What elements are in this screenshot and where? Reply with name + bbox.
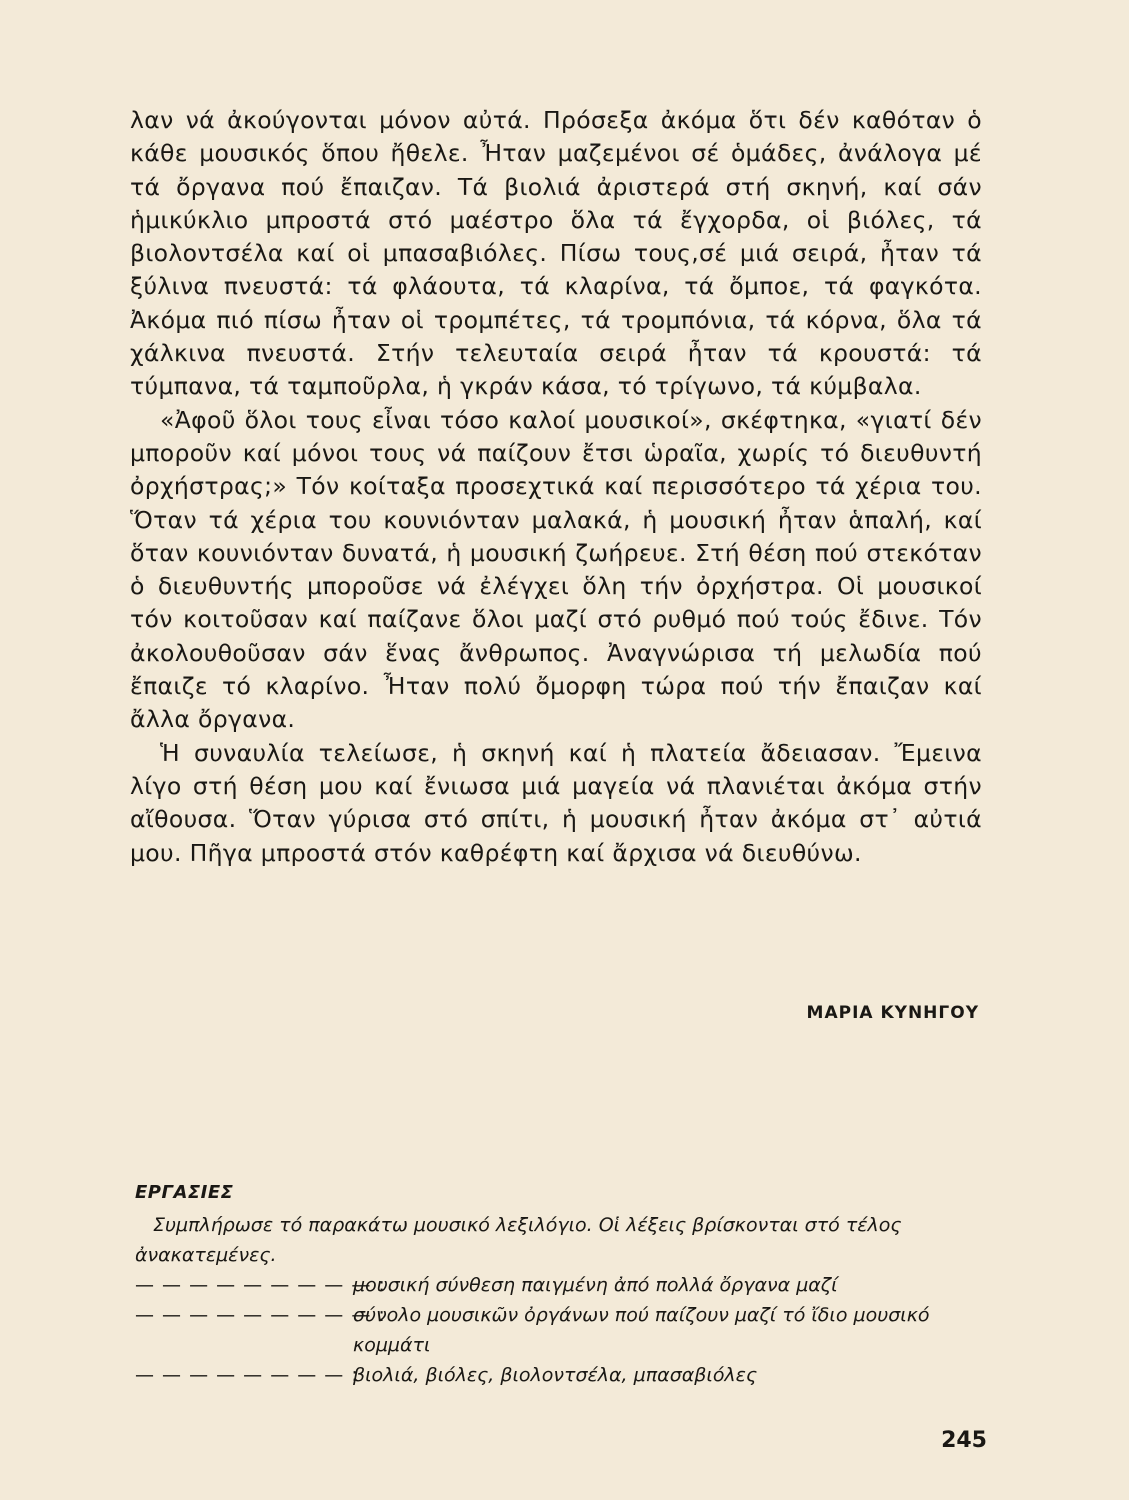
exercise-item: [135, 1270, 995, 1300]
fill-in-blank: — — — — — — — — — :: [135, 1274, 386, 1296]
exercise-definition: σύνολο μουσικῶν ὀργάνων πού παίζουν μαζί τό ἴδιο μουσικό κομμάτι: [353, 1304, 930, 1356]
exercises-title: ΕΡΓΑΣΙΕΣ: [135, 1182, 234, 1203]
author-name: ΜΑΡΙΑ ΚΥΝΗΓΟΥ: [806, 1003, 979, 1023]
paragraph-1: λαν νά ἀκούγονται μόνον αὐτά. Πρόσεξα ἀκόμα ὅτι δέν καθόταν ὁ κάθε μουσικός ὅπου ἤθελε. Ἦταν μαζεμένοι σέ ὁμάδες, ἀνάλογα μέ τά ὄργανα πού ἔπαιζαν. Τά βιολιά ἀριστερά στή σκηνή, καί σάν ἡμικύκλιο μπροστά στό μαέστρο ὅλα τά ἔγχορδα, οἱ βιόλες, τά βιολοντσέλα καί οἱ μπασαβιόλες. Πίσω τους,σέ μιά σειρά, ἦταν τά ξύλινα πνευστά: τά φλάουτα, τά κλαρίνα, τά ὄμποε, τά φαγκότα. Ἀκόμα πιό πίσω ἦταν οἱ τρομπέτες, τά τρομπόνια, τά κόρνα, ὅλα τά χάλκινα πνευστά. Στήν τελευταία σειρά ἦταν τά κρουστά: τά τύμπανα, τά ταμποῦρλα, ἡ γκράν κάσα, τό τρίγωνο, τά κύμβαλα.: [130, 106, 982, 401]
fill-in-blank: — — — — — — — — :: [135, 1364, 359, 1386]
paragraph-2: «Ἀφοῦ ὅλοι τους εἶναι τόσο καλοί μουσικοί», σκέφτηκα, «γιατί δέν μποροῦν καί μόνοι τους νά παίζουν ἔτσι ὡραῖα, χωρίς τό διευθυντή ὀρχήστρας;» Τόν κοίταξα προσεχτικά καί περισσότερο τά χέρια του. Ὅταν τά χέρια του κουνιόνταν μαλακά, ἡ μουσική ἦταν ἁπαλή, καί ὅταν κουνιόνταν δυνατά, ἡ μουσική ζωήρευε. Στή θέση πού στεκόταν ὁ διευθυντής μποροῦσε νά ἐλέγχει ὅλη τήν ὀρχήστρα. Οἱ μουσικοί τόν κοιτοῦσαν καί παίζανε ὅλοι μαζί στό ρυθμό πού τούς ἔδινε. Τόν ἀκολουθοῦσαν σάν ἕνας ἄνθρωπος. Ἀναγνώρισα τή μελωδία πού ἔπαιζε τό κλαρίνο. Ἦταν πολύ ὄμορφη τώρα πού τήν ἔπαιζαν καί ἄλλα ὄργανα.: [130, 405, 982, 734]
exercise-definition: μουσική σύνθεση παιγμένη ἀπό πολλά ὄργανα μαζί: [353, 1274, 838, 1296]
exercise-item: [135, 1300, 995, 1360]
paragraph-3: Ἡ συναυλία τελείωσε, ἡ σκηνή καί ἡ πλατεία ἄδειασαν. Ἔμεινα λίγο στή θέση μου καί ἔνιωσα μιά μαγεία νά πλανιέται ἀκόμα στήν αἴθουσα. Ὅταν γύρισα στό σπίτι, ἡ μουσική ἦταν ἀκόμα στ᾽ αὐτιά μου. Πῆγα μπροστά στόν καθρέφτη καί ἄρχισα νά διευθύνω.: [130, 738, 982, 867]
fill-in-blank: — — — — — — — — — :: [135, 1304, 386, 1326]
exercises-instruction: Συμπλήρωσε τό παρακάτω μουσικό λεξιλόγιο. Οἱ λέξεις βρίσκονται στό τέλος ἀνακατεμένες.: [135, 1214, 902, 1266]
exercise-item: [135, 1360, 995, 1390]
story-text: [130, 104, 982, 870]
exercises-section: [135, 1178, 995, 1390]
exercise-definition: βιολιά, βιόλες, βιολοντσέλα, μπασαβιόλες: [353, 1364, 758, 1386]
page-number: 245: [941, 1428, 987, 1453]
